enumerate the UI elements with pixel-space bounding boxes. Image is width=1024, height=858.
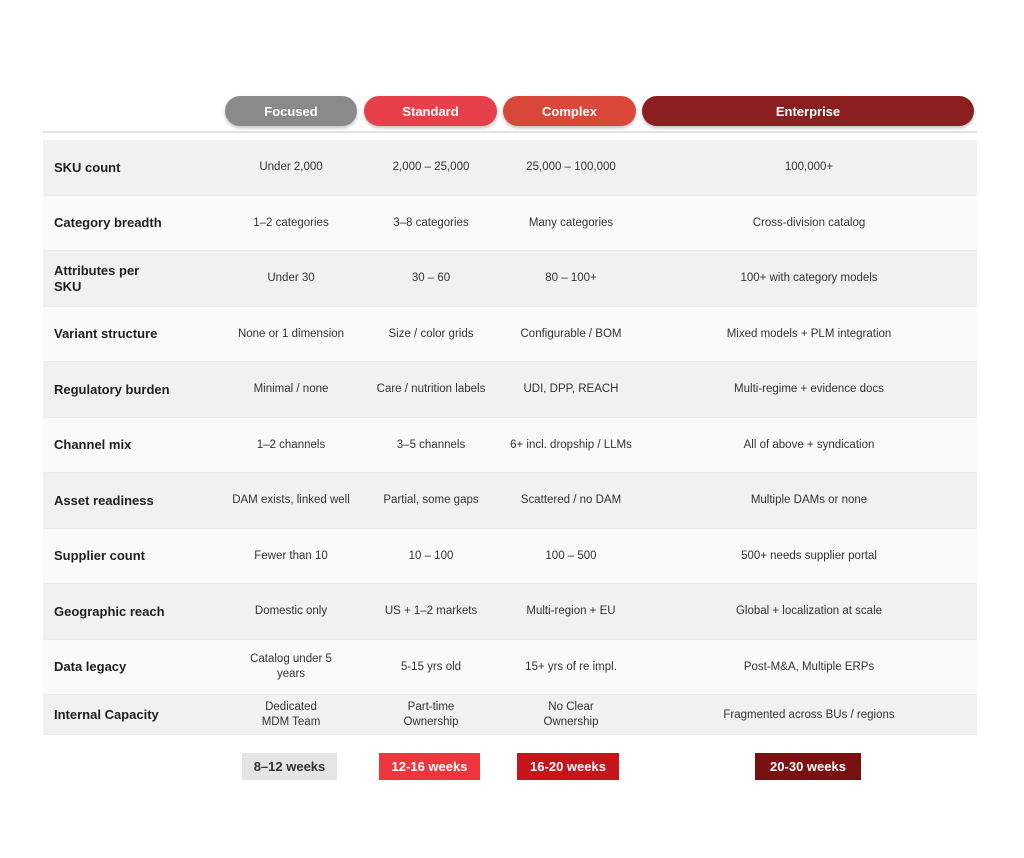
table-row	[43, 418, 977, 474]
table-row	[43, 640, 977, 696]
table-row	[43, 695, 977, 735]
cell-focused: Catalog under 5 years	[250, 653, 332, 681]
table-row	[43, 473, 977, 529]
duration-label: 16-20 weeks	[530, 759, 606, 774]
cell-enterprise: Post-M&A, Multiple ERPs	[743, 660, 875, 673]
tier-header-label: Focused	[264, 103, 318, 119]
cell-enterprise: Multiple DAMs or none	[750, 494, 868, 507]
comparison-table	[43, 140, 977, 735]
cell-standard: 30 – 60	[411, 272, 451, 285]
row-label: Geographic reach	[54, 603, 165, 619]
cell-complex: Configurable / BOM	[520, 327, 622, 340]
tier-header-focused	[225, 96, 357, 126]
cell-focused: Fewer than 10	[254, 549, 328, 562]
cell-complex: Scattered / no DAM	[520, 494, 622, 507]
row-label: Supplier count	[54, 548, 145, 564]
tier-header-label: Complex	[542, 103, 597, 119]
table-row	[43, 584, 977, 640]
duration-label: 20-30 weeks	[770, 759, 846, 774]
cell-enterprise: 100,000+	[784, 161, 834, 174]
row-label: Attributes per SKU	[54, 262, 140, 294]
cell-complex: 15+ yrs of re impl.	[525, 660, 617, 673]
row-label: Asset readiness	[54, 492, 154, 508]
cell-enterprise: Global + localization at scale	[735, 605, 883, 618]
cell-enterprise: 100+ with category models	[740, 272, 878, 285]
row-label: Regulatory burden	[54, 381, 170, 397]
tier-header-standard	[364, 96, 497, 126]
cell-complex: 80 – 100+	[545, 272, 597, 285]
duration-badge-focused	[242, 753, 337, 780]
cell-enterprise: Multi-regime + evidence docs	[734, 383, 884, 396]
cell-complex: No Clear Ownership	[543, 701, 599, 728]
cell-focused: Dedicated MDM Team	[261, 701, 321, 728]
cell-enterprise: Cross-division catalog	[752, 216, 866, 229]
tier-header-enterprise	[642, 96, 974, 126]
cell-standard: Care / nutrition labels	[376, 383, 486, 396]
cell-standard: 5-15 yrs old	[400, 660, 462, 673]
cell-standard: 10 – 100	[408, 549, 454, 562]
row-label: Variant structure	[54, 326, 158, 342]
cell-complex: 6+ incl. dropship / LLMs	[510, 438, 632, 451]
tier-header-label: Standard	[402, 103, 459, 119]
tier-header-complex	[503, 96, 636, 126]
cell-focused: 1–2 channels	[256, 438, 326, 451]
cell-complex: UDI, DPP, REACH	[523, 383, 619, 396]
duration-badge-standard	[379, 753, 480, 780]
row-label: Data legacy	[54, 659, 127, 675]
cell-enterprise: Mixed models + PLM integration	[726, 327, 892, 340]
cell-focused: Under 2,000	[259, 161, 323, 174]
table-row	[43, 307, 977, 363]
duration-label: 12-16 weeks	[391, 759, 468, 774]
cell-complex: Multi-region + EU	[526, 605, 616, 618]
cell-focused: Under 30	[267, 272, 315, 285]
cell-focused: None or 1 dimension	[237, 327, 345, 340]
duration-badge-complex	[517, 753, 619, 780]
cell-standard: 3–5 channels	[396, 438, 466, 451]
tier-header-label: Enterprise	[775, 103, 841, 119]
cell-standard: Part-time Ownership	[403, 701, 459, 728]
cell-focused: Minimal / none	[253, 383, 329, 396]
cell-enterprise: Fragmented across BUs / regions	[723, 708, 895, 721]
duration-label: 8–12 weeks	[253, 759, 326, 774]
cell-focused: Domestic only	[254, 605, 328, 618]
row-label: Category breadth	[54, 215, 162, 231]
cell-focused: 1–2 categories	[253, 216, 329, 229]
header-divider	[43, 131, 977, 133]
row-label: Internal Capacity	[54, 707, 159, 722]
cell-standard: US + 1–2 markets	[384, 605, 478, 618]
cell-standard: 3–8 categories	[393, 216, 469, 229]
cell-complex: Many categories	[528, 216, 614, 229]
row-label: SKU count	[54, 159, 121, 175]
table-row	[43, 362, 977, 418]
duration-badge-enterprise	[755, 753, 861, 780]
cell-standard: Size / color grids	[388, 327, 474, 340]
cell-complex: 25,000 – 100,000	[526, 161, 616, 174]
cell-complex: 100 – 500	[545, 549, 597, 562]
table-row	[43, 140, 977, 196]
cell-standard: Partial, some gaps	[383, 494, 479, 507]
row-label: Channel mix	[54, 437, 132, 453]
cell-enterprise: All of above + syndication	[743, 438, 875, 451]
cell-enterprise: 500+ needs supplier portal	[741, 549, 877, 562]
cell-focused: DAM exists, linked well	[232, 494, 350, 507]
table-row	[43, 529, 977, 585]
table-row	[43, 251, 977, 307]
cell-standard: 2,000 – 25,000	[392, 161, 470, 174]
table-row	[43, 196, 977, 252]
